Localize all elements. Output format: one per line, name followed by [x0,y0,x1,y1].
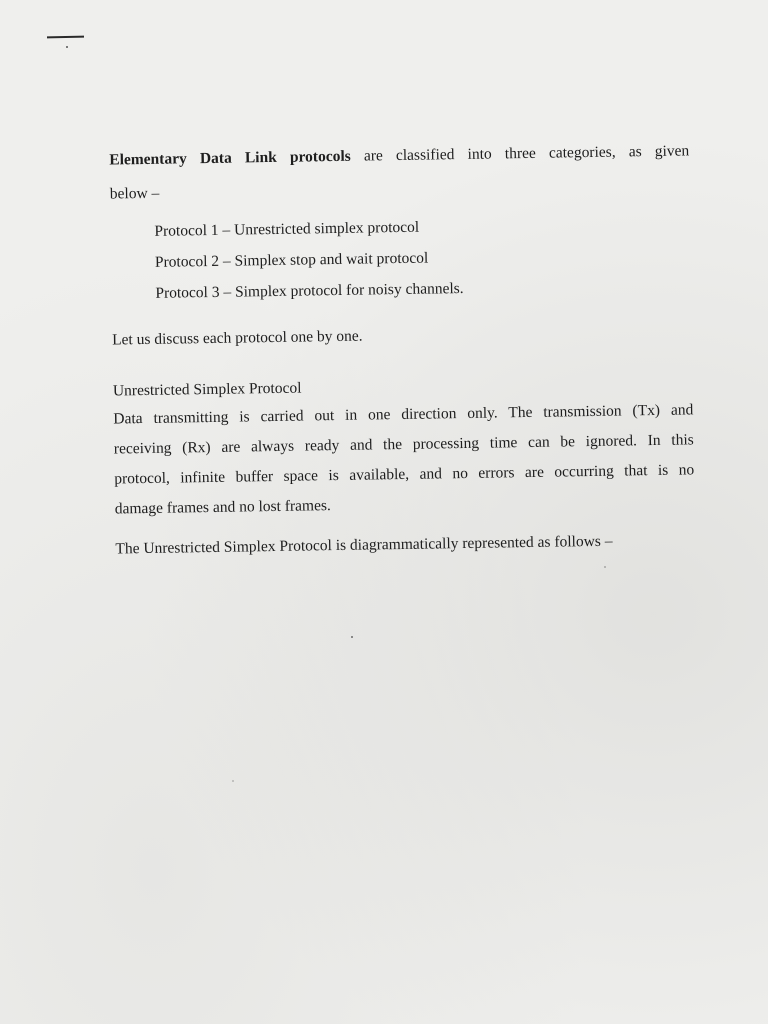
paragraph-line-1: Data transmitting is carried out in one direction only. The transmission (Tx) and [113,401,694,428]
protocol-item-3: Protocol 3 – Simplex protocol for noisy channels. [155,279,464,302]
section-heading: Unrestricted Simplex Protocol [112,379,302,400]
intro-rest-text: are classified into three categories, as given [363,142,690,165]
intro-line-1 [109,141,689,170]
paragraph-line-2: receiving (Rx) are always ready and the processing time can be ignored. In this [113,431,694,458]
scan-speck [351,636,353,638]
protocol-item-1: Protocol 1 – Unrestricted simplex protocol [154,218,420,240]
scan-speck [604,566,606,568]
paragraph-line-4: damage frames and no lost frames. [114,497,331,518]
intro-bold-text: Elementary Data Link protocols [109,147,351,169]
scan-speck [232,780,234,782]
protocol-item-2: Protocol 2 – Simplex stop and wait protocol [154,249,429,271]
intro-line-2: below – [109,184,160,203]
discuss-line: Let us discuss each protocol one by one. [111,327,363,349]
paragraph-line-3: protocol, infinite buffer space is available, and no errors are occurring that is no [114,461,695,488]
closing-line: The Unrestricted Simplex Protocol is diagrammatically represented as follows – [115,532,613,558]
